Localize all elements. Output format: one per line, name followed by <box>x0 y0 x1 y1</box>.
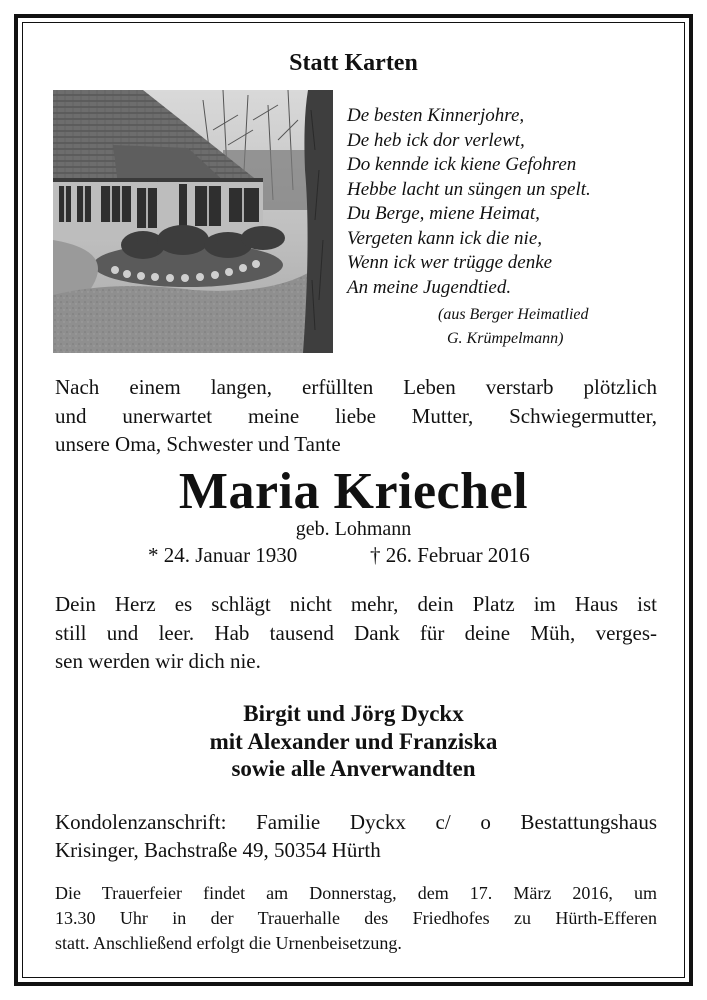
poem-line: Hebbe lacht un süngen un spelt. <box>347 178 591 200</box>
verse-text <box>55 590 657 676</box>
family-line: sowie alle Anverwandten <box>231 756 476 781</box>
verse-line: still und leer. Hab tausend Dank für deine Müh, verges- <box>55 620 657 645</box>
deceased-name: Maria Kriechel <box>178 463 529 520</box>
verse-line: Dein Herz es schlägt nicht mehr, dein Platz im Haus ist <box>55 592 657 616</box>
death-date: † 26. Februar 2016 <box>370 543 530 567</box>
verse-line: sen werden wir dich nie. <box>55 649 261 673</box>
poem-line: De heb ick dor verlewt, <box>347 129 525 151</box>
poem-source-line: (aus Berger Heimatlied <box>438 306 589 323</box>
poem-source <box>438 303 588 351</box>
poem-line: Du Berge, miene Heimat, <box>347 203 540 224</box>
intro-line: unsere Oma, Schwester und Tante <box>55 432 341 456</box>
poem-line: Do kennde ick kiene Gefohren <box>347 154 577 175</box>
condolence-line: Kondolenzanschrift: Familie Dyckx c/ o Bestattungshaus <box>55 810 657 834</box>
condolence-line: Krisinger, Bachstraße 49, 50354 Hürth <box>55 838 381 862</box>
family-line: mit Alexander und Franziska <box>209 728 498 754</box>
intro-line: und unerwartet meine liebe Mutter, Schwiegermutter, <box>55 403 657 428</box>
funeral-line: Die Trauerfeier findet am Donnerstag, dem 17. März 2016, um <box>55 883 657 903</box>
poem-source-line: G. Krümpelmann) <box>447 330 564 347</box>
house-garden-photo <box>53 90 333 353</box>
header-title: Statt Karten <box>289 50 418 76</box>
intro-text <box>55 373 657 459</box>
funeral-line: statt. Anschließend erfolgt die Urnenbeisetzung. <box>55 933 402 953</box>
poem <box>347 104 667 300</box>
funeral-notice <box>55 881 657 956</box>
poem-line: An meine Jugendtied. <box>347 276 512 298</box>
family-signature <box>0 700 707 783</box>
condolence-address <box>55 808 657 864</box>
poem-line: Vergeten kann ick die nie, <box>347 227 543 249</box>
maiden-name: geb. Lohmann <box>295 518 412 540</box>
intro-line: Nach einem langen, erfüllten Leben verstarb plötzlich <box>55 375 657 399</box>
birth-date: * 24. Januar 1930 <box>148 543 298 567</box>
funeral-line: 13.30 Uhr in der Trauerhalle des Friedhofes zu Hürth-Efferen <box>55 908 657 928</box>
poem-line: Wenn ick wer trügge denke <box>347 252 553 273</box>
poem-line: De besten Kinnerjohre, <box>347 105 525 126</box>
family-line: Birgit und Jörg Dyckx <box>243 701 464 726</box>
